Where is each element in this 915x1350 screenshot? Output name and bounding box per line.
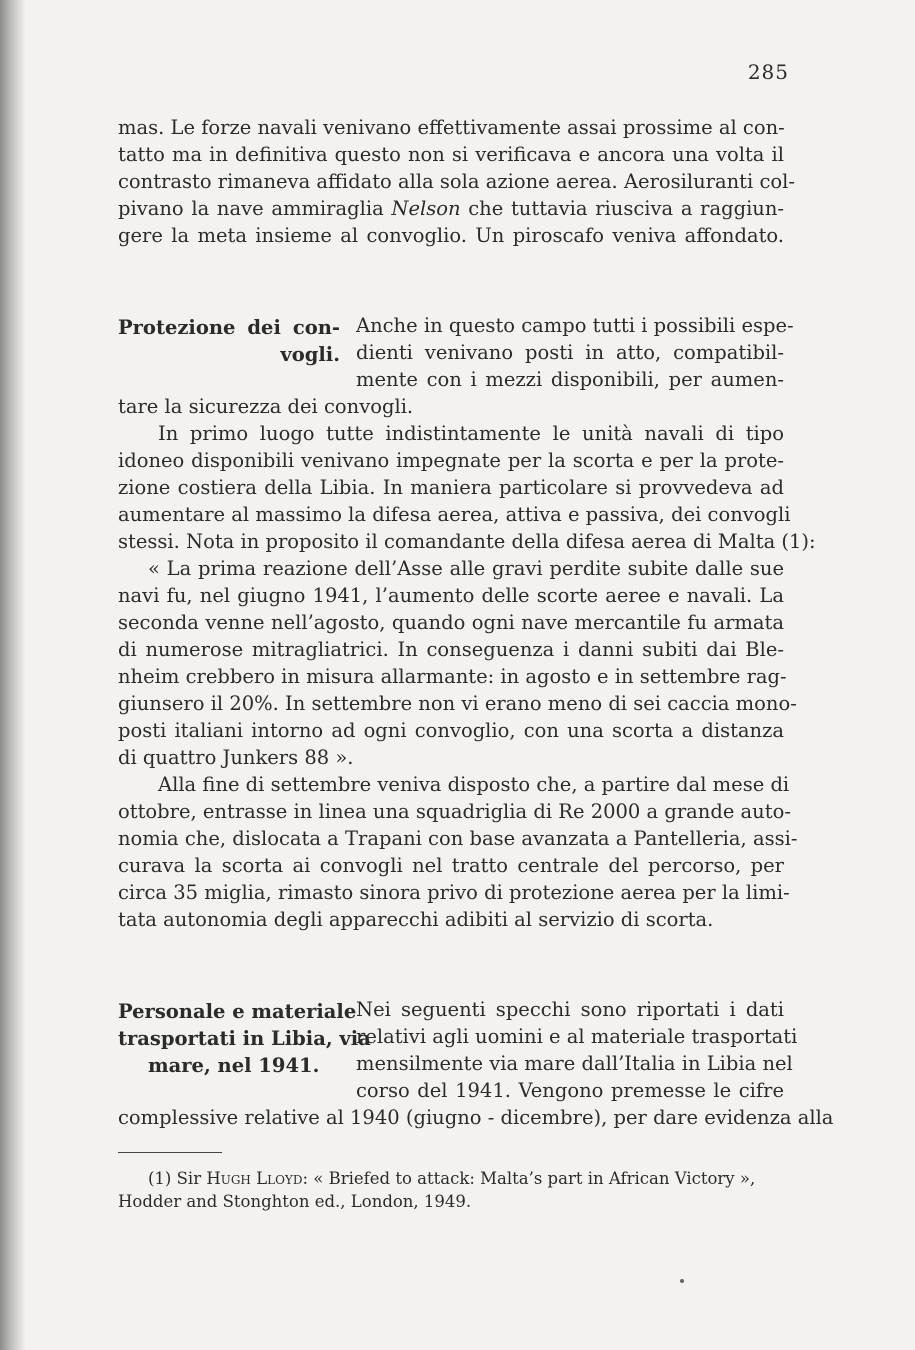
text-line: « La prima reazione dell’Asse alle gravi perdite subite dalle sue bbox=[148, 557, 784, 580]
text-line: Anche in questo campo tutti i possibili espe- bbox=[356, 314, 794, 337]
footnote-line: Hodder and Stonghton ed., London, 1949. bbox=[118, 1192, 472, 1211]
text-line: complessive relative al 1940 (giugno - dicembre), per dare evidenza alla bbox=[118, 1106, 834, 1129]
section-heading-line: Personale e materiale bbox=[118, 1000, 357, 1023]
text-line: aumentare al massimo la difesa aerea, attiva e passiva, dei convogli bbox=[118, 503, 791, 526]
text-fragment: pivano la nave ammiraglia bbox=[118, 197, 384, 220]
footnote-line bbox=[148, 1169, 784, 1188]
footnote-rule bbox=[118, 1152, 222, 1153]
page-number: 285 bbox=[747, 60, 789, 84]
text-line: nomia che, dislocata a Trapani con base avanzata a Pantelleria, assi- bbox=[118, 827, 798, 850]
text-line: relativi agli uomini e al materiale trasportati bbox=[356, 1025, 798, 1048]
text-line: idoneo disponibili venivano impegnate per la scorta e per la prote- bbox=[118, 449, 784, 472]
text-line: mensilmente via mare dall’Italia in Libia nel bbox=[356, 1052, 793, 1075]
scan-binding-shadow bbox=[0, 0, 26, 1350]
footnote-number: (1) Sir bbox=[148, 1169, 202, 1188]
text-line bbox=[118, 199, 784, 219]
text-line: circa 35 miglia, rimasto sinora privo di protezione aerea per la limi- bbox=[118, 881, 790, 904]
text-fragment: che tuttavia riusciva a raggiun- bbox=[468, 197, 785, 220]
section-heading-line: Protezione dei con- bbox=[118, 316, 340, 339]
text-line: ottobre, entrasse in linea una squadriglia di Re 2000 a grande auto- bbox=[118, 800, 791, 823]
text-line: dienti venivano posti in atto, compatibil- bbox=[356, 341, 784, 364]
text-line: contrasto rimaneva affidato alla sola azione aerea. Aerosiluranti col- bbox=[118, 170, 795, 193]
text-line: posti italiani intorno ad ogni convoglio, con una scorta a distanza bbox=[118, 719, 784, 742]
text-line: In primo luogo tutte indistintamente le unità navali di tipo bbox=[158, 422, 784, 445]
ship-name-nelson: Nelson bbox=[391, 197, 461, 220]
text-line: tata autonomia degli apparecchi adibiti al servizio di scorta. bbox=[118, 908, 714, 931]
text-line: curava la scorta ai convogli nel tratto centrale del percorso, per bbox=[118, 854, 784, 877]
text-line: stessi. Nota in proposito il comandante della difesa aerea di Malta (1): bbox=[118, 530, 816, 553]
text-line: tare la sicurezza dei convogli. bbox=[118, 395, 414, 418]
footnote-author: Hugh Lloyd bbox=[206, 1169, 303, 1188]
text-line: mente con i mezzi disponibili, per aumen- bbox=[356, 368, 784, 391]
text-line: zione costiera della Libia. In maniera particolare si provvedeva ad bbox=[118, 476, 784, 499]
section-heading-line: mare, nel 1941. bbox=[148, 1054, 320, 1077]
text-line: mas. Le forze navali venivano effettivamente assai prossime al con- bbox=[118, 116, 785, 139]
text-line: gere la meta insieme al convoglio. Un piroscafo veniva affondato. bbox=[118, 224, 784, 247]
text-line: navi fu, nel giugno 1941, l’aumento delle scorte aeree e navali. La bbox=[118, 584, 784, 607]
footnote-text: : « Briefed to attack: Malta’s part in African Victory », bbox=[302, 1169, 756, 1188]
text-line: Alla fine di settembre veniva disposto che, a partire dal mese di bbox=[158, 773, 790, 796]
section-heading-line: vogli. bbox=[280, 343, 340, 366]
section-heading-line: trasportati in Libia, via bbox=[118, 1027, 371, 1050]
scan-speck bbox=[680, 1279, 684, 1283]
text-line: tatto ma in definitiva questo non si verificava e ancora una volta il bbox=[118, 143, 784, 166]
text-line: di quattro Junkers 88 ». bbox=[118, 746, 354, 769]
text-line: corso del 1941. Vengono premesse le cifre bbox=[356, 1079, 784, 1102]
text-line: seconda venne nell’agosto, quando ogni nave mercantile fu armata bbox=[118, 611, 784, 634]
text-line: Nei seguenti specchi sono riportati i dati bbox=[356, 998, 784, 1021]
text-line: di numerose mitragliatrici. In conseguenza i danni subiti dai Ble- bbox=[118, 638, 784, 661]
text-line: giunsero il 20%. In settembre non vi erano meno di sei caccia mono- bbox=[118, 692, 797, 715]
text-line: nheim crebbero in misura allarmante: in agosto e in settembre rag- bbox=[118, 665, 787, 688]
